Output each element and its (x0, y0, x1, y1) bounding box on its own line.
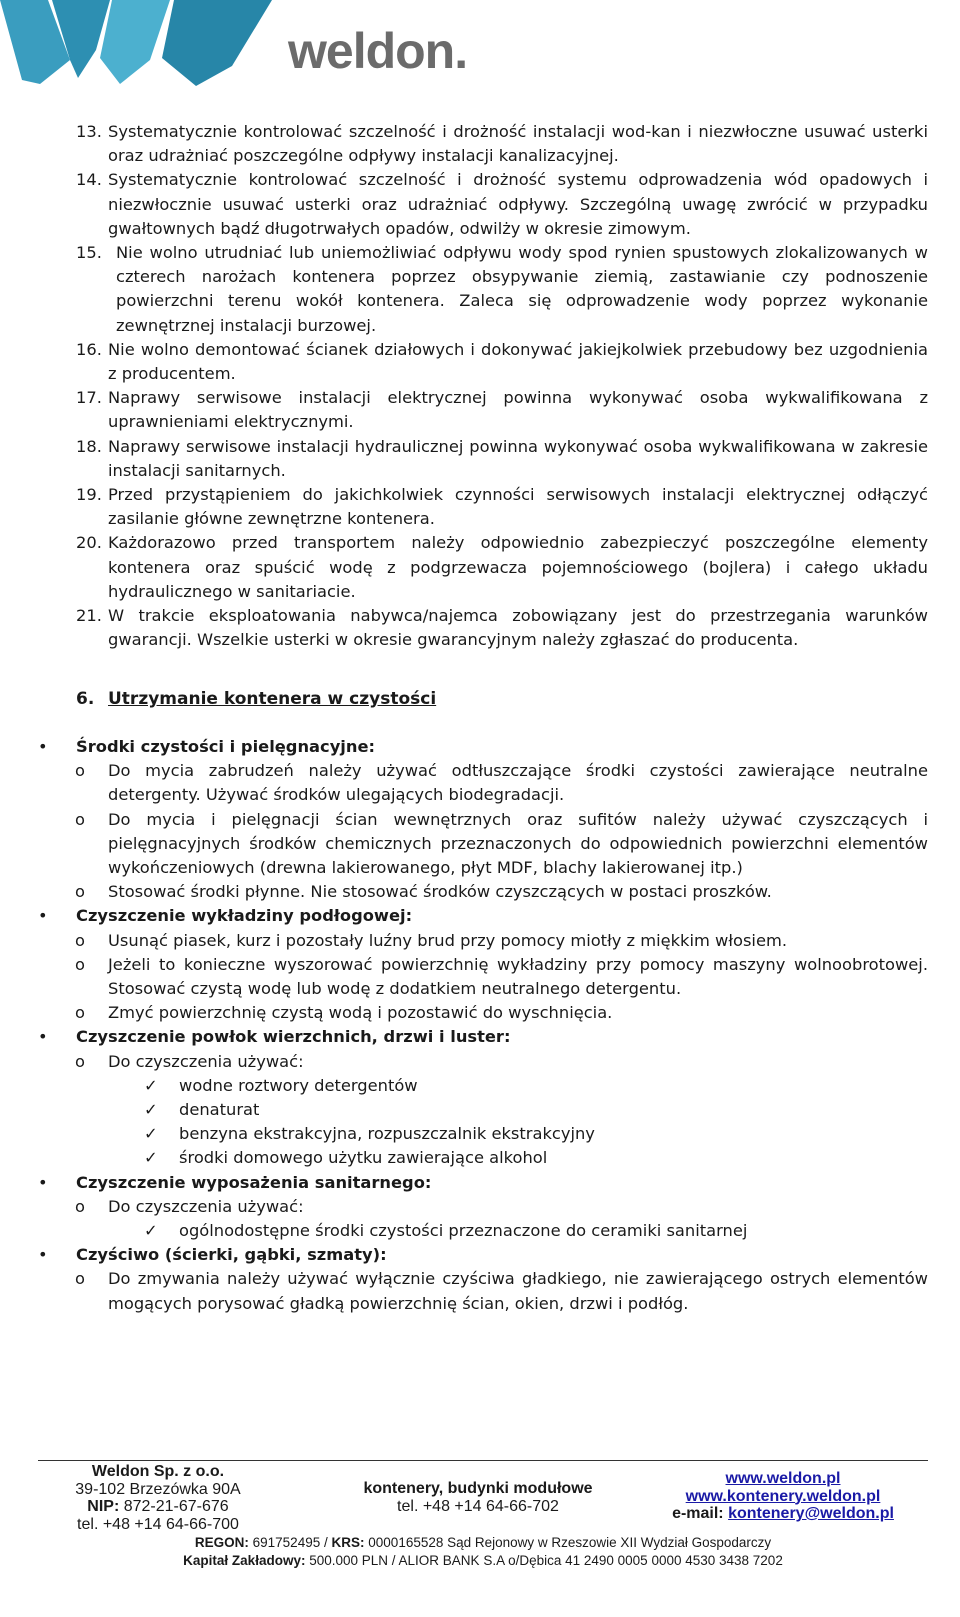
sub-bullet-icon: o (75, 1196, 85, 1216)
numbered-item (76, 168, 928, 241)
bullet-heading (36, 1025, 928, 1049)
sub-bullet-icon: o (75, 882, 85, 902)
bullet-title: Czyszczenie wyposażenia sanitarnego: (76, 1172, 432, 1192)
item-text: Naprawy serwisowe instalacji hydraulicznej powinna wykonywać osoba wykwalifikowana w zakresie instalacji sanitarnych. (108, 436, 928, 480)
item-text: Systematycznie kontrolować szczelność i drożność systemu odprowadzenia wód opadowych i niezwłocznie usuwać usterki oraz udrażniać odpływy. Szczególną uwagę zwrócić w przypadku gwałtownych bądź długotrwałych opadów, odwilży w okresie zimowym. (108, 170, 928, 238)
item-number: 19. (76, 485, 102, 505)
item-text: Nie wolno demontować ścianek działowych i dokonywać jakiejkolwiek przebudowy bez uzgodnienia z producentem. (108, 339, 928, 384)
company-logo (0, 0, 480, 90)
sub-bullet-icon: o (75, 1269, 85, 1289)
item-number: 20. (76, 533, 102, 553)
check-item-text: środki domowego użytku zawierające alkohol (179, 1148, 548, 1168)
footer-tagline: kontenery, budynki modułowe (363, 1480, 593, 1497)
numbered-list (76, 120, 928, 652)
numbered-item (76, 483, 928, 531)
check-item (36, 1219, 928, 1243)
numbered-item (76, 386, 928, 434)
sub-item-text: Do zmywania należy używać wyłącznie czyściwa gładkiego, nie zawierającego ostrych elementów mogących porysować gładką powierzchnię ścian, okien, drzwi i podłóg. (108, 1269, 928, 1313)
footer-capital-line: Kapitał Zakładowy: 500.000 PLN / ALIOR BANK S.A o/Dębica 41 2490 0005 0000 4530 3438 7202 (183, 1552, 783, 1568)
checkmark-icon: ✓ (144, 1124, 158, 1144)
numbered-item (76, 531, 928, 604)
bullet-heading (36, 1171, 928, 1195)
numbered-item (76, 338, 928, 386)
sub-item (36, 808, 928, 881)
item-text: Systematycznie kontrolować szczelność i drożność instalacji wod-kan i niezwłoczne usuwać usterki oraz udrażniać poszczególne odpływy instalacji kanalizacyjnej. (108, 122, 928, 166)
logo-mark-icon (0, 0, 290, 90)
cleaning-list (36, 735, 928, 1316)
bullet-dot-icon: • (38, 1245, 48, 1265)
bullet-heading (36, 1243, 928, 1267)
sub-item (36, 1267, 928, 1315)
footer-email-label: e-mail: (672, 1505, 724, 1522)
numbered-item (76, 120, 928, 168)
sub-item-text: Do mycia i pielęgnacji ścian wewnętrznych oraz sufitów należy używać czyszczących i pielęgnacyjnych środków chemicznych przeznaczonych do odpowiednich powierzchni elementów wykończeniowych (drewna lakierowanego, płyt MDF, blachy lakierowanej itp.) (108, 809, 928, 878)
item-number: 18. (76, 436, 102, 456)
check-item (36, 1146, 928, 1170)
footer-phone-left: tel. +48 +14 64-66-700 (77, 1515, 239, 1533)
footer-company-block (58, 1463, 258, 1533)
bullet-title: Czyszczenie wykładziny podłogowej: (76, 906, 413, 926)
bullet-title: Czyściwo (ścierki, gąbki, szmaty): (76, 1245, 387, 1265)
sub-item-text: Zmyć powierzchnię czystą wodą i pozostawić do wyschnięcia. (108, 1003, 613, 1023)
sub-item (36, 1195, 928, 1219)
item-text: W trakcie eksploatowania nabywca/najemca zobowiązany jest do przestrzegania warunków gwarancji. Wszelkie usterki w okresie gwarancyjnym należy zgłaszać do producenta. (108, 606, 928, 650)
bullet-dot-icon: • (38, 906, 48, 926)
footer-regon-line: REGON: 691752495 / KRS: 0000165528 Sąd Rejonowy w Rzeszowie XII Wydział Gospodarczy (194, 1535, 772, 1550)
sub-item (36, 929, 928, 953)
logo-wordmark: weldon. (288, 23, 468, 79)
footer-link-kontenery[interactable]: www.kontenery.weldon.pl (685, 1487, 881, 1505)
bullet-heading (36, 904, 928, 928)
item-number: 14. (76, 170, 102, 190)
sub-item (36, 759, 928, 807)
page-footer (38, 1460, 928, 1617)
bullet-title: Środki czystości i pielęgnacyjne: (76, 737, 376, 756)
sub-bullet-icon: o (75, 954, 85, 974)
check-item-text: ogólnodostępne środki czystości przeznaczone do ceramiki sanitarnej (179, 1221, 748, 1241)
footer-address: 39-102 Brzezówka 90A (75, 1480, 241, 1498)
numbered-item (76, 241, 928, 338)
check-item-text: wodne roztwory detergentów (179, 1075, 418, 1095)
sub-item-text: Stosować środki płynne. Nie stosować środków czyszczących w postaci proszków. (108, 882, 772, 902)
checkmark-icon: ✓ (144, 1221, 158, 1241)
sub-bullet-icon: o (75, 930, 85, 950)
numbered-item (76, 604, 928, 652)
sub-item-text: Do czyszczenia używać: (108, 1051, 304, 1071)
footer-company-name: Weldon Sp. z o.o. (91, 1463, 225, 1480)
bullet-dot-icon: • (38, 1027, 48, 1047)
item-number: 21. (76, 606, 102, 626)
footer-registry (38, 1534, 928, 1569)
item-text: Nie wolno utrudniać lub uniemożliwiać odpływu wody spod rynien spustowych zlokalizowanych w czterech narożach kontenera poprzez obsypywanie ziemią, zastawianie czy podnoszenie powierzchni terenu wokół kontenera. Zaleca się odprowadzenie wody poprzez wykonanie zewnętrznej instalacji burzowej. (116, 243, 928, 335)
checkmark-icon: ✓ (144, 1075, 158, 1095)
footer-link-www[interactable]: www.weldon.pl (725, 1470, 841, 1487)
sub-bullet-icon: o (75, 1003, 85, 1023)
sub-bullet-icon: o (75, 761, 85, 781)
sub-bullet-icon: o (75, 809, 85, 829)
footer-divider (38, 1460, 928, 1461)
numbered-item (76, 435, 928, 483)
sub-bullet-icon: o (75, 1051, 85, 1071)
section-number: 6. (76, 689, 95, 709)
item-number: 16. (76, 339, 102, 359)
section-heading (76, 689, 436, 709)
sub-item (36, 1050, 928, 1074)
footer-phone-mid: tel. +48 +14 64-66-702 (397, 1497, 559, 1515)
footer-email-link[interactable]: kontenery@weldon.pl (728, 1505, 894, 1522)
sub-item-text: Usunąć piasek, kurz i pozostały luźny brud przy pomocy miotły z miękkim włosiem. (108, 930, 788, 950)
item-number: 15. (76, 243, 102, 263)
check-item-text: benzyna ekstrakcyjna, rozpuszczalnik ekstrakcyjny (179, 1124, 595, 1144)
item-text: Naprawy serwisowe instalacji elektrycznej powinna wykonywać osoba wykwalifikowana z uprawnieniami elektrycznymi. (108, 388, 928, 432)
item-number: 17. (76, 388, 102, 408)
sub-item (36, 1001, 928, 1025)
check-item-text: denaturat (179, 1100, 260, 1120)
sub-item-text: Do czyszczenia używać: (108, 1196, 304, 1216)
sub-item (36, 953, 928, 1001)
sub-item-text: Do mycia zabrudzeń należy używać odtłuszczające środki czystości zawierające neutralne detergenty. Używać środków ulegających biodegradacji. (108, 761, 928, 805)
checkmark-icon: ✓ (144, 1100, 158, 1120)
footer-nip: NIP: 872-21-67-676 (87, 1498, 229, 1515)
check-item (36, 1074, 928, 1098)
bullet-dot-icon: • (38, 1172, 48, 1192)
bullet-title: Czyszczenie powłok wierzchnich, drzwi i luster: (76, 1027, 511, 1047)
item-text: Każdorazowo przed transportem należy odpowiednio zabezpieczyć poszczególne elementy kontenera oraz spuścić wodę z podgrzewacza pojemnościowego (bojlera) i całego układu hydraulicznego w sanitariacie. (108, 533, 928, 601)
item-number: 13. (76, 122, 102, 141)
footer-links-block (638, 1470, 928, 1523)
checkmark-icon: ✓ (144, 1148, 158, 1168)
check-item (36, 1122, 928, 1146)
section-title: Utrzymanie kontenera w czystości (108, 689, 437, 709)
item-text: Przed przystąpieniem do jakichkolwiek czynności serwisowych instalacji elektrycznej odłączyć zasilanie główne zewnętrzne kontenera. (108, 485, 928, 529)
footer-tagline-block (328, 1480, 628, 1515)
bullet-heading (36, 735, 928, 759)
sub-item (36, 880, 928, 904)
sub-item-text: Jeżeli to konieczne wyszorować powierzchnię wykładziny przy pomocy maszyny wolnoobrotowej. Stosować czystą wodę lub wodę z dodatkiem neutralnego detergentu. (108, 954, 928, 999)
check-item (36, 1098, 928, 1122)
bullet-dot-icon: • (38, 737, 48, 756)
